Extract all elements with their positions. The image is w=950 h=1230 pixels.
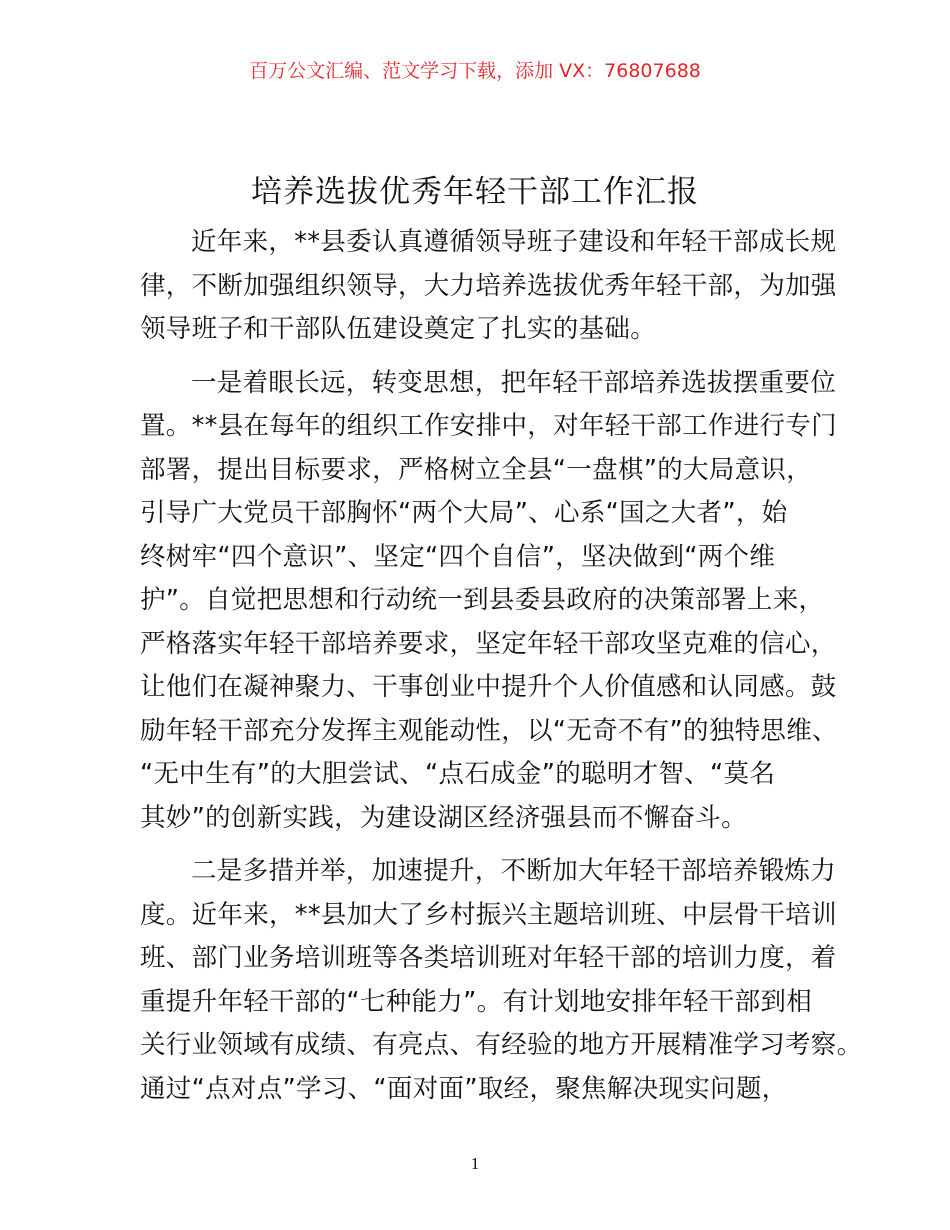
paragraph-line: 近年来，**县委认真遵循领导班子建设和年轻干部成长规 <box>191 227 837 257</box>
paragraph-line: 部署，提出目标要求，严格树立全县“一盘棋”的大局意识， <box>140 454 813 485</box>
paragraph-line: 严格落实年轻干部培养要求，坚定年轻干部攻坚克难的信心， <box>140 628 837 659</box>
paragraph-line: 一是着眼长远，转变思想，把年轻干部培养选拔摆重要位 <box>191 367 837 398</box>
paragraph-line: 二是多措并举，加速提升，不断加大年轻干部培养锻炼力 <box>191 856 837 886</box>
paragraph-line: 领导班子和干部队伍建设奠定了扎实的基础。 <box>140 314 657 344</box>
paragraph-line: 护”。自觉把思想和行动统一到县委县政府的决策部署上来， <box>140 585 825 615</box>
paragraph-line: 通过“点对点”学习、“面对面”取经，聚焦解决现实问题， <box>140 1073 788 1104</box>
paragraph-line: 班、部门业务培训班等各类培训班对年轻干部的培训力度，着 <box>140 943 837 973</box>
paragraph <box>140 221 837 352</box>
watermark-header: 百万公文汇编、范文学习下载，添加 VX：76807688 <box>249 60 701 82</box>
paragraph-line: 律，不断加强组织领导，大力培养选拔优秀年轻干部，为加强 <box>140 270 837 301</box>
page-number: 1 <box>470 1154 480 1173</box>
paragraph-line: 引导广大党员干部胸怀“两个大局”、心系“国之大者”，始 <box>140 498 788 528</box>
paragraph-line: 置。**县在每年的组织工作安排中，对年轻干部工作进行专门 <box>140 411 837 441</box>
paragraph-line: 让他们在凝神聚力、干事创业中提升个人价值感和认同感。鼓 <box>140 672 837 702</box>
paragraph-line: 重提升年轻干部的“七种能力”。有计划地安排年轻干部到相 <box>140 986 813 1017</box>
paragraph-line: 度。近年来，**县加大了乡村振兴主题培训班、中层骨干培训 <box>140 899 837 930</box>
document-title: 培养选拔优秀年轻干部工作汇报 <box>251 174 699 210</box>
paragraph-line: “无中生有”的大胆尝试、“点石成金”的聪明才智、“莫名 <box>140 759 776 789</box>
paragraph-line: 其妙”的创新实践，为建设湖区经济强县而不懈奋斗。 <box>140 802 747 833</box>
paragraph-line: 终树牢“四个意识”、坚定“四个自信”，坚决做到“两个维 <box>140 541 776 572</box>
paragraph-line: 励年轻干部充分发挥主观能动性，以“无奇不有”的独特思维、 <box>140 715 838 746</box>
document-body <box>140 221 863 1121</box>
paragraph <box>140 850 863 1111</box>
paragraph-line: 关行业领域有成绩、有亮点、有经验的地方开展精准学习考察。 <box>140 1030 863 1060</box>
paragraph <box>140 362 838 841</box>
